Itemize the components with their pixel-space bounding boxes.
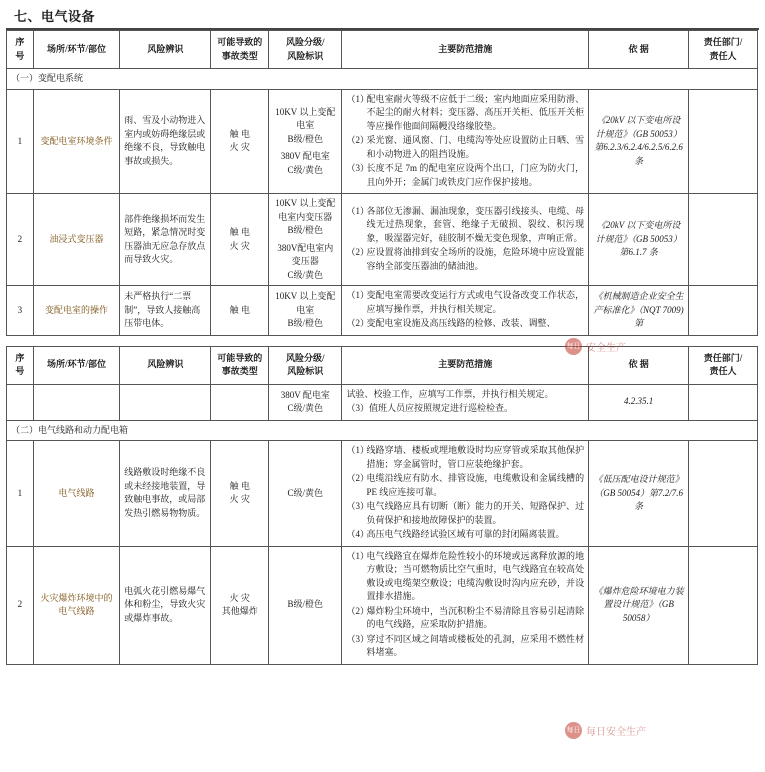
- table-row-continuation: [7, 384, 758, 420]
- page-break-gap: [6, 336, 759, 346]
- row-basis: 《机械制造企业安全生产标准化》（NQT 7009)第: [589, 286, 689, 336]
- row-index: [7, 384, 34, 420]
- watermark-label: 每日安全生产: [586, 727, 646, 738]
- status-badge: B级/橙色: [287, 599, 324, 610]
- watermark-icon: 每日: [565, 722, 582, 739]
- header-dept: 责任部门/ 责任人: [689, 31, 758, 69]
- header-index: 序 号: [7, 31, 34, 69]
- row-index: 1: [7, 441, 34, 547]
- table-row: [7, 546, 758, 664]
- row-measures: （1） 变配电室需要改变运行方式或电气设备改变工作状态，应填写操作票，并执行相关规定。 （2） 变配电室设施及高压线路的检修、改装、调整、: [342, 286, 589, 336]
- watermark-logo-bottom: [565, 722, 646, 739]
- header-accident: 可能导致的 事故类型: [211, 346, 269, 384]
- row-risk: 线路敷设时绝缘不良或未经接地装置，导致触电事故，或局部发热引燃易物物质。: [120, 441, 211, 547]
- header-measure: 主要防范措施: [342, 346, 589, 384]
- row-grade: [269, 546, 342, 664]
- row-measures: 试验、校验工作，应填写工作票，并执行相关规定。 （3）值班人员应按照规定进行巡检检查。: [342, 384, 589, 420]
- header-grade: 风险分级/ 风险标识: [269, 31, 342, 69]
- row-accident: 触 电 火 灾: [211, 194, 269, 286]
- row-dept: [689, 384, 758, 420]
- row-risk: 未严格执行“二票制”，导致人接触高压带电体。: [120, 286, 211, 336]
- table-row: [7, 286, 758, 336]
- header-index: 序 号: [7, 346, 34, 384]
- row-place: 变配电室环境条件: [33, 89, 120, 194]
- status-badge: C级/黄色: [287, 164, 324, 175]
- row-grade: 10KV 以上变配电室 B级/橙色: [269, 286, 342, 336]
- row-risk: 电弧火花引燃易爆气体和粉尘，导致火灾或爆炸事故。: [120, 546, 211, 664]
- header-grade: 风险分级/ 风险标识: [269, 346, 342, 384]
- watermark-icon: 每日: [565, 338, 582, 355]
- table-header-row: [7, 31, 758, 69]
- status-badge: C级/黄色: [287, 269, 324, 280]
- row-accident: 触 电 火 灾: [211, 441, 269, 547]
- risk-table-1: [6, 30, 758, 336]
- row-accident: [211, 384, 269, 420]
- row-accident: 火 灾 其他爆炸: [211, 546, 269, 664]
- row-measures: （1） 线路穿墙、楼板或埋地敷设时均应穿管或采取其他保护措施；穿金属管时，管口应装绝缘护套。 （2） 电缆沿线应有防水、排管设施，电缆敷设和金属线槽的 PE 线应连接可靠。 （3） 电气线路应具有切断（断）能力的开关、短路保护、过负荷保护和接地故障保护的装置。 （4） 高压电气线路经试验区域有可靠的封闭隔离装置。: [342, 441, 589, 547]
- watermark-label: 安全生产: [586, 343, 626, 354]
- table-row: [7, 89, 758, 194]
- group-heading-row: [7, 69, 758, 90]
- row-basis: 4.2.35.1: [589, 384, 689, 420]
- row-accident: 触 电 火 灾: [211, 89, 269, 194]
- risk-table-2: [6, 346, 758, 665]
- row-dept: [689, 194, 758, 286]
- header-accident: 可能导致的 事故类型: [211, 31, 269, 69]
- row-index: 3: [7, 286, 34, 336]
- header-basis: 依 据: [589, 31, 689, 69]
- header-risk: 风险辨识: [120, 31, 211, 69]
- row-risk: [120, 384, 211, 420]
- header-place: 场所/环节/部位: [33, 31, 120, 69]
- row-dept: [689, 286, 758, 336]
- row-dept: [689, 546, 758, 664]
- row-basis: 《低压配电设计规范》（GB 50054）第7.2/7.6 条: [589, 441, 689, 547]
- row-basis: 《爆炸危险环境电力装置设计规范》（GB 50058）: [589, 546, 689, 664]
- status-badge: B级/橙色: [287, 133, 324, 144]
- row-index: 1: [7, 89, 34, 194]
- status-badge: B级/橙色: [287, 318, 324, 328]
- row-risk: 雨、雪及小动物进入室内或妨碍绝缘层或绝缘不良，导致触电事故或损失。: [120, 89, 211, 194]
- row-index: 2: [7, 194, 34, 286]
- header-dept: 责任部门/ 责任人: [689, 346, 758, 384]
- row-basis: 《20kV 以下变电所设计规范》（GB 50053）第6.1.7 条: [589, 194, 689, 286]
- row-measures: （1） 各部位无渗漏、漏油现象，变压器引线接头、电缆、母线无过热现象，套管、绝缘子无破损、裂纹、积污现象，吸湿器完好，硅胶制不燥无变色现象，声响正常。 （2） 应设置将油排到安全场所的设施，危险环境中应设置能容纳全部变压器油的储油池。: [342, 194, 589, 286]
- table-row: [7, 441, 758, 547]
- row-place: [33, 384, 120, 420]
- header-basis: 依 据: [589, 346, 689, 384]
- row-measures: （1） 配电室耐火等级不应低于二级；室内地面应采用防滑、不起尘的耐火材料；变压器、高压开关柜、低压开关柜等应操作他面间隔幔没络缘胶垫。 （2） 采光窗、通风窗、门、电缆沟等处应设置防止日晒、雪和小动物进入的阻挡设施。 （3） 长度不足 7m 的配电室应设两个出口，门应为防火门，且向外开；金属门或铁皮门应作保护接地。: [342, 89, 589, 194]
- header-place: 场所/环节/部位: [33, 346, 120, 384]
- table-row: [7, 194, 758, 286]
- group-label: （二）电气线路和动力配电箱: [7, 420, 758, 441]
- row-grade: 10KV 以上变配电室内变压器 B级/橙色 380V配电室内变压器 C级/黄色: [269, 194, 342, 286]
- header-risk: 风险辨识: [120, 346, 211, 384]
- status-badge: C级/黄色: [287, 487, 324, 498]
- row-dept: [689, 441, 758, 547]
- status-badge: B级/橙色: [287, 225, 324, 235]
- status-badge: C级/黄色: [287, 403, 324, 413]
- row-dept: [689, 89, 758, 194]
- page-title: 七、电气设备: [6, 4, 759, 30]
- row-place: 火灾爆炸环境中的电气线路: [33, 546, 120, 664]
- group-label: （一）变配电系统: [7, 69, 758, 90]
- row-place: 电气线路: [33, 441, 120, 547]
- row-basis: 《20kV 以下变电所设计规范》（GB 50053）第6.2.3/6.2.4/6.2.5/6.2.6 条: [589, 89, 689, 194]
- row-grade: [269, 441, 342, 547]
- row-index: 2: [7, 546, 34, 664]
- group-heading-row: [7, 420, 758, 441]
- row-accident: 触 电: [211, 286, 269, 336]
- row-place: 油浸式变压器: [33, 194, 120, 286]
- row-place: 变配电室的操作: [33, 286, 120, 336]
- table-header-row: [7, 346, 758, 384]
- row-grade: 10KV 以上变配电室 B级/橙色 380V 配电室 C级/黄色: [269, 89, 342, 194]
- header-measure: 主要防范措施: [342, 31, 589, 69]
- row-grade: 380V 配电室 C级/黄色: [269, 384, 342, 420]
- row-risk: 部件绝缘损坏而发生短路，紧急情况时变压器油无应急存放点而导致火灾。: [120, 194, 211, 286]
- row-measures: （1） 电气线路宜在爆炸危险性较小的环境或远离释放源的地方敷设；当可燃物质比空气重时，电气线路宜在较高处敷设或电缆架空敷设；电缆沟敷设时沟内应充砂，并设置排水措施。 （2） 爆炸粉尘环境中，当沉积粉尘不易清除且容易引起清除的电气线路，应采取防护措施。 （3） 穿过不同区域之间墙或楼板处的孔洞，应采用不燃性材料堵塞。: [342, 546, 589, 664]
